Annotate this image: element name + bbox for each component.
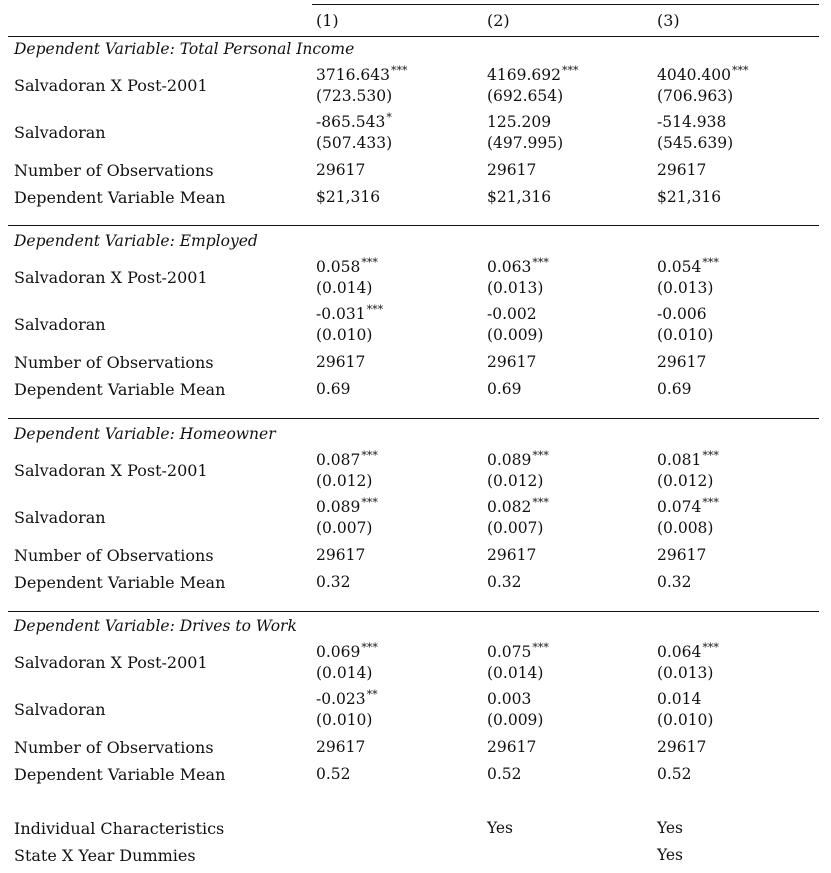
coefficient-value: 0.074 — [657, 498, 702, 516]
coefficient-cell — [487, 115, 552, 131]
coefficient-value: -0.002 — [487, 305, 537, 323]
column-header-3: (3) — [657, 11, 680, 30]
coefficient-cell — [487, 256, 549, 276]
coefficient-cell — [316, 111, 392, 131]
significance-stars: *** — [361, 256, 378, 269]
significance-stars: *** — [361, 449, 378, 462]
significance-stars: *** — [361, 496, 378, 509]
coefficient-value: 0.003 — [487, 690, 532, 708]
mean-label: Dependent Variable Mean — [14, 765, 226, 784]
coefficient-cell — [657, 64, 749, 84]
standard-error-cell: (0.007) — [487, 519, 544, 537]
controls-value-state-year-col3: Yes — [657, 846, 684, 864]
coefficient-cell — [316, 641, 378, 661]
coefficient-cell — [657, 115, 727, 131]
obs-value: 29617 — [316, 353, 366, 371]
standard-error-cell: (0.012) — [487, 472, 544, 490]
header-rule — [8, 36, 819, 37]
coefficient-cell — [487, 496, 549, 516]
coefficient-cell — [487, 307, 538, 323]
significance-stars: *** — [532, 496, 549, 509]
table-top-rule — [312, 4, 819, 5]
coefficient-cell — [487, 641, 549, 661]
significance-stars: *** — [366, 303, 384, 316]
row-label: Salvadoran X Post-2001 — [14, 268, 208, 287]
mean-value: 0.69 — [316, 380, 351, 398]
standard-error-cell: (0.014) — [316, 279, 373, 297]
coefficient-cell — [657, 692, 702, 708]
significance-stars: *** — [702, 641, 719, 654]
panel-title: Dependent Variable: Employed — [14, 232, 258, 250]
standard-error-cell: (0.009) — [487, 326, 544, 344]
coefficient-value: 0.063 — [487, 258, 532, 276]
obs-value: 29617 — [316, 161, 366, 179]
significance-stars: *** — [702, 449, 719, 462]
coefficient-value: 4169.692 — [487, 66, 561, 84]
controls-value-individual-col3: Yes — [657, 819, 684, 837]
obs-value: 29617 — [316, 738, 366, 756]
panel-title: Dependent Variable: Homeowner — [14, 425, 276, 443]
standard-error-cell: (0.010) — [657, 326, 714, 344]
coefficient-cell — [487, 449, 549, 469]
panel-title: Dependent Variable: Total Personal Income — [14, 40, 355, 58]
obs-label: Number of Observations — [14, 546, 214, 565]
coefficient-cell — [316, 303, 384, 323]
significance-stars: *** — [561, 64, 579, 77]
coefficient-cell — [316, 64, 408, 84]
significance-stars: *** — [361, 641, 378, 654]
obs-value: 29617 — [316, 546, 366, 564]
significance-stars: *** — [532, 449, 549, 462]
controls-label-individual: Individual Characteristics — [14, 819, 225, 838]
obs-value: 29617 — [487, 353, 537, 371]
coefficient-value: 0.089 — [487, 451, 532, 469]
obs-value: 29617 — [657, 353, 707, 371]
standard-error-cell: (0.014) — [487, 664, 544, 682]
row-label: Salvadoran — [14, 123, 106, 142]
row-label: Salvadoran X Post-2001 — [14, 461, 208, 480]
standard-error-cell: (0.012) — [657, 472, 714, 490]
mean-value: $21,316 — [657, 188, 722, 206]
panel-separator-rule — [8, 225, 819, 226]
obs-label: Number of Observations — [14, 353, 214, 372]
coefficient-cell — [487, 64, 579, 84]
coefficient-value: 0.089 — [316, 498, 361, 516]
coefficient-cell — [657, 496, 719, 516]
significance-stars: * — [386, 111, 392, 124]
obs-value: 29617 — [657, 546, 707, 564]
coefficient-cell — [316, 449, 378, 469]
obs-value: 29617 — [487, 546, 537, 564]
coefficient-value: 0.064 — [657, 643, 702, 661]
standard-error-cell: (0.014) — [316, 664, 373, 682]
row-label: Salvadoran X Post-2001 — [14, 653, 208, 672]
mean-label: Dependent Variable Mean — [14, 380, 226, 399]
standard-error-cell: (692.654) — [487, 87, 564, 105]
mean-value: 0.69 — [657, 380, 692, 398]
coefficient-cell — [657, 641, 719, 661]
coefficient-value: 0.082 — [487, 498, 532, 516]
standard-error-cell: (0.009) — [487, 711, 544, 729]
mean-value: 0.69 — [487, 380, 522, 398]
standard-error-cell: (0.013) — [487, 279, 544, 297]
significance-stars: *** — [390, 64, 408, 77]
mean-value: 0.32 — [657, 573, 692, 591]
coefficient-value: 0.069 — [316, 643, 361, 661]
coefficient-value: -0.006 — [657, 305, 707, 323]
significance-stars: *** — [532, 641, 549, 654]
panel-separator-rule — [8, 611, 819, 612]
significance-stars: *** — [532, 256, 549, 269]
coefficient-cell — [487, 692, 532, 708]
row-label: Salvadoran X Post-2001 — [14, 76, 208, 95]
standard-error-cell: (0.013) — [657, 279, 714, 297]
controls-value-individual-col2: Yes — [487, 819, 514, 837]
coefficient-value: -0.023 — [316, 690, 366, 708]
coefficient-value: 125.209 — [487, 113, 552, 131]
standard-error-cell: (0.012) — [316, 472, 373, 490]
row-label: Salvadoran — [14, 700, 106, 719]
standard-error-cell: (497.995) — [487, 134, 564, 152]
coefficient-value: -514.938 — [657, 113, 727, 131]
panel-separator-rule — [8, 418, 819, 419]
row-label: Salvadoran — [14, 315, 106, 334]
coefficient-cell — [657, 449, 719, 469]
column-header-1: (1) — [316, 11, 339, 30]
mean-label: Dependent Variable Mean — [14, 573, 226, 592]
obs-value: 29617 — [487, 738, 537, 756]
obs-value: 29617 — [657, 161, 707, 179]
significance-stars: ** — [366, 688, 378, 701]
standard-error-cell: (706.963) — [657, 87, 734, 105]
coefficient-value: 3716.643 — [316, 66, 390, 84]
coefficient-cell — [316, 496, 378, 516]
coefficient-cell — [316, 688, 378, 708]
standard-error-cell: (0.013) — [657, 664, 714, 682]
mean-value: 0.52 — [487, 765, 522, 783]
mean-label: Dependent Variable Mean — [14, 188, 226, 207]
coefficient-value: 0.087 — [316, 451, 361, 469]
coefficient-value: 0.054 — [657, 258, 702, 276]
mean-value: $21,316 — [316, 188, 381, 206]
coefficient-value: 0.014 — [657, 690, 702, 708]
standard-error-cell: (0.010) — [316, 711, 373, 729]
mean-value: 0.52 — [657, 765, 692, 783]
coefficient-value: 4040.400 — [657, 66, 731, 84]
standard-error-cell: (0.007) — [316, 519, 373, 537]
significance-stars: *** — [702, 496, 719, 509]
coefficient-value: 0.058 — [316, 258, 361, 276]
mean-value: 0.52 — [316, 765, 351, 783]
obs-label: Number of Observations — [14, 738, 214, 757]
row-label: Salvadoran — [14, 508, 106, 527]
panel-title: Dependent Variable: Drives to Work — [14, 617, 297, 635]
column-header-2: (2) — [487, 11, 510, 30]
coefficient-cell — [316, 256, 378, 276]
standard-error-cell: (0.010) — [657, 711, 714, 729]
coefficient-value: 0.075 — [487, 643, 532, 661]
standard-error-cell: (545.639) — [657, 134, 734, 152]
controls-label-state-year: State X Year Dummies — [14, 846, 196, 865]
coefficient-value: -0.031 — [316, 305, 366, 323]
coefficient-value: -865.543 — [316, 113, 386, 131]
obs-value: 29617 — [487, 161, 537, 179]
obs-value: 29617 — [657, 738, 707, 756]
obs-label: Number of Observations — [14, 161, 214, 180]
standard-error-cell: (507.433) — [316, 134, 393, 152]
mean-value: $21,316 — [487, 188, 552, 206]
standard-error-cell: (0.010) — [316, 326, 373, 344]
mean-value: 0.32 — [487, 573, 522, 591]
standard-error-cell: (0.008) — [657, 519, 714, 537]
coefficient-cell — [657, 307, 708, 323]
standard-error-cell: (723.530) — [316, 87, 393, 105]
coefficient-cell — [657, 256, 719, 276]
mean-value: 0.32 — [316, 573, 351, 591]
significance-stars: *** — [731, 64, 749, 77]
significance-stars: *** — [702, 256, 719, 269]
coefficient-value: 0.081 — [657, 451, 702, 469]
